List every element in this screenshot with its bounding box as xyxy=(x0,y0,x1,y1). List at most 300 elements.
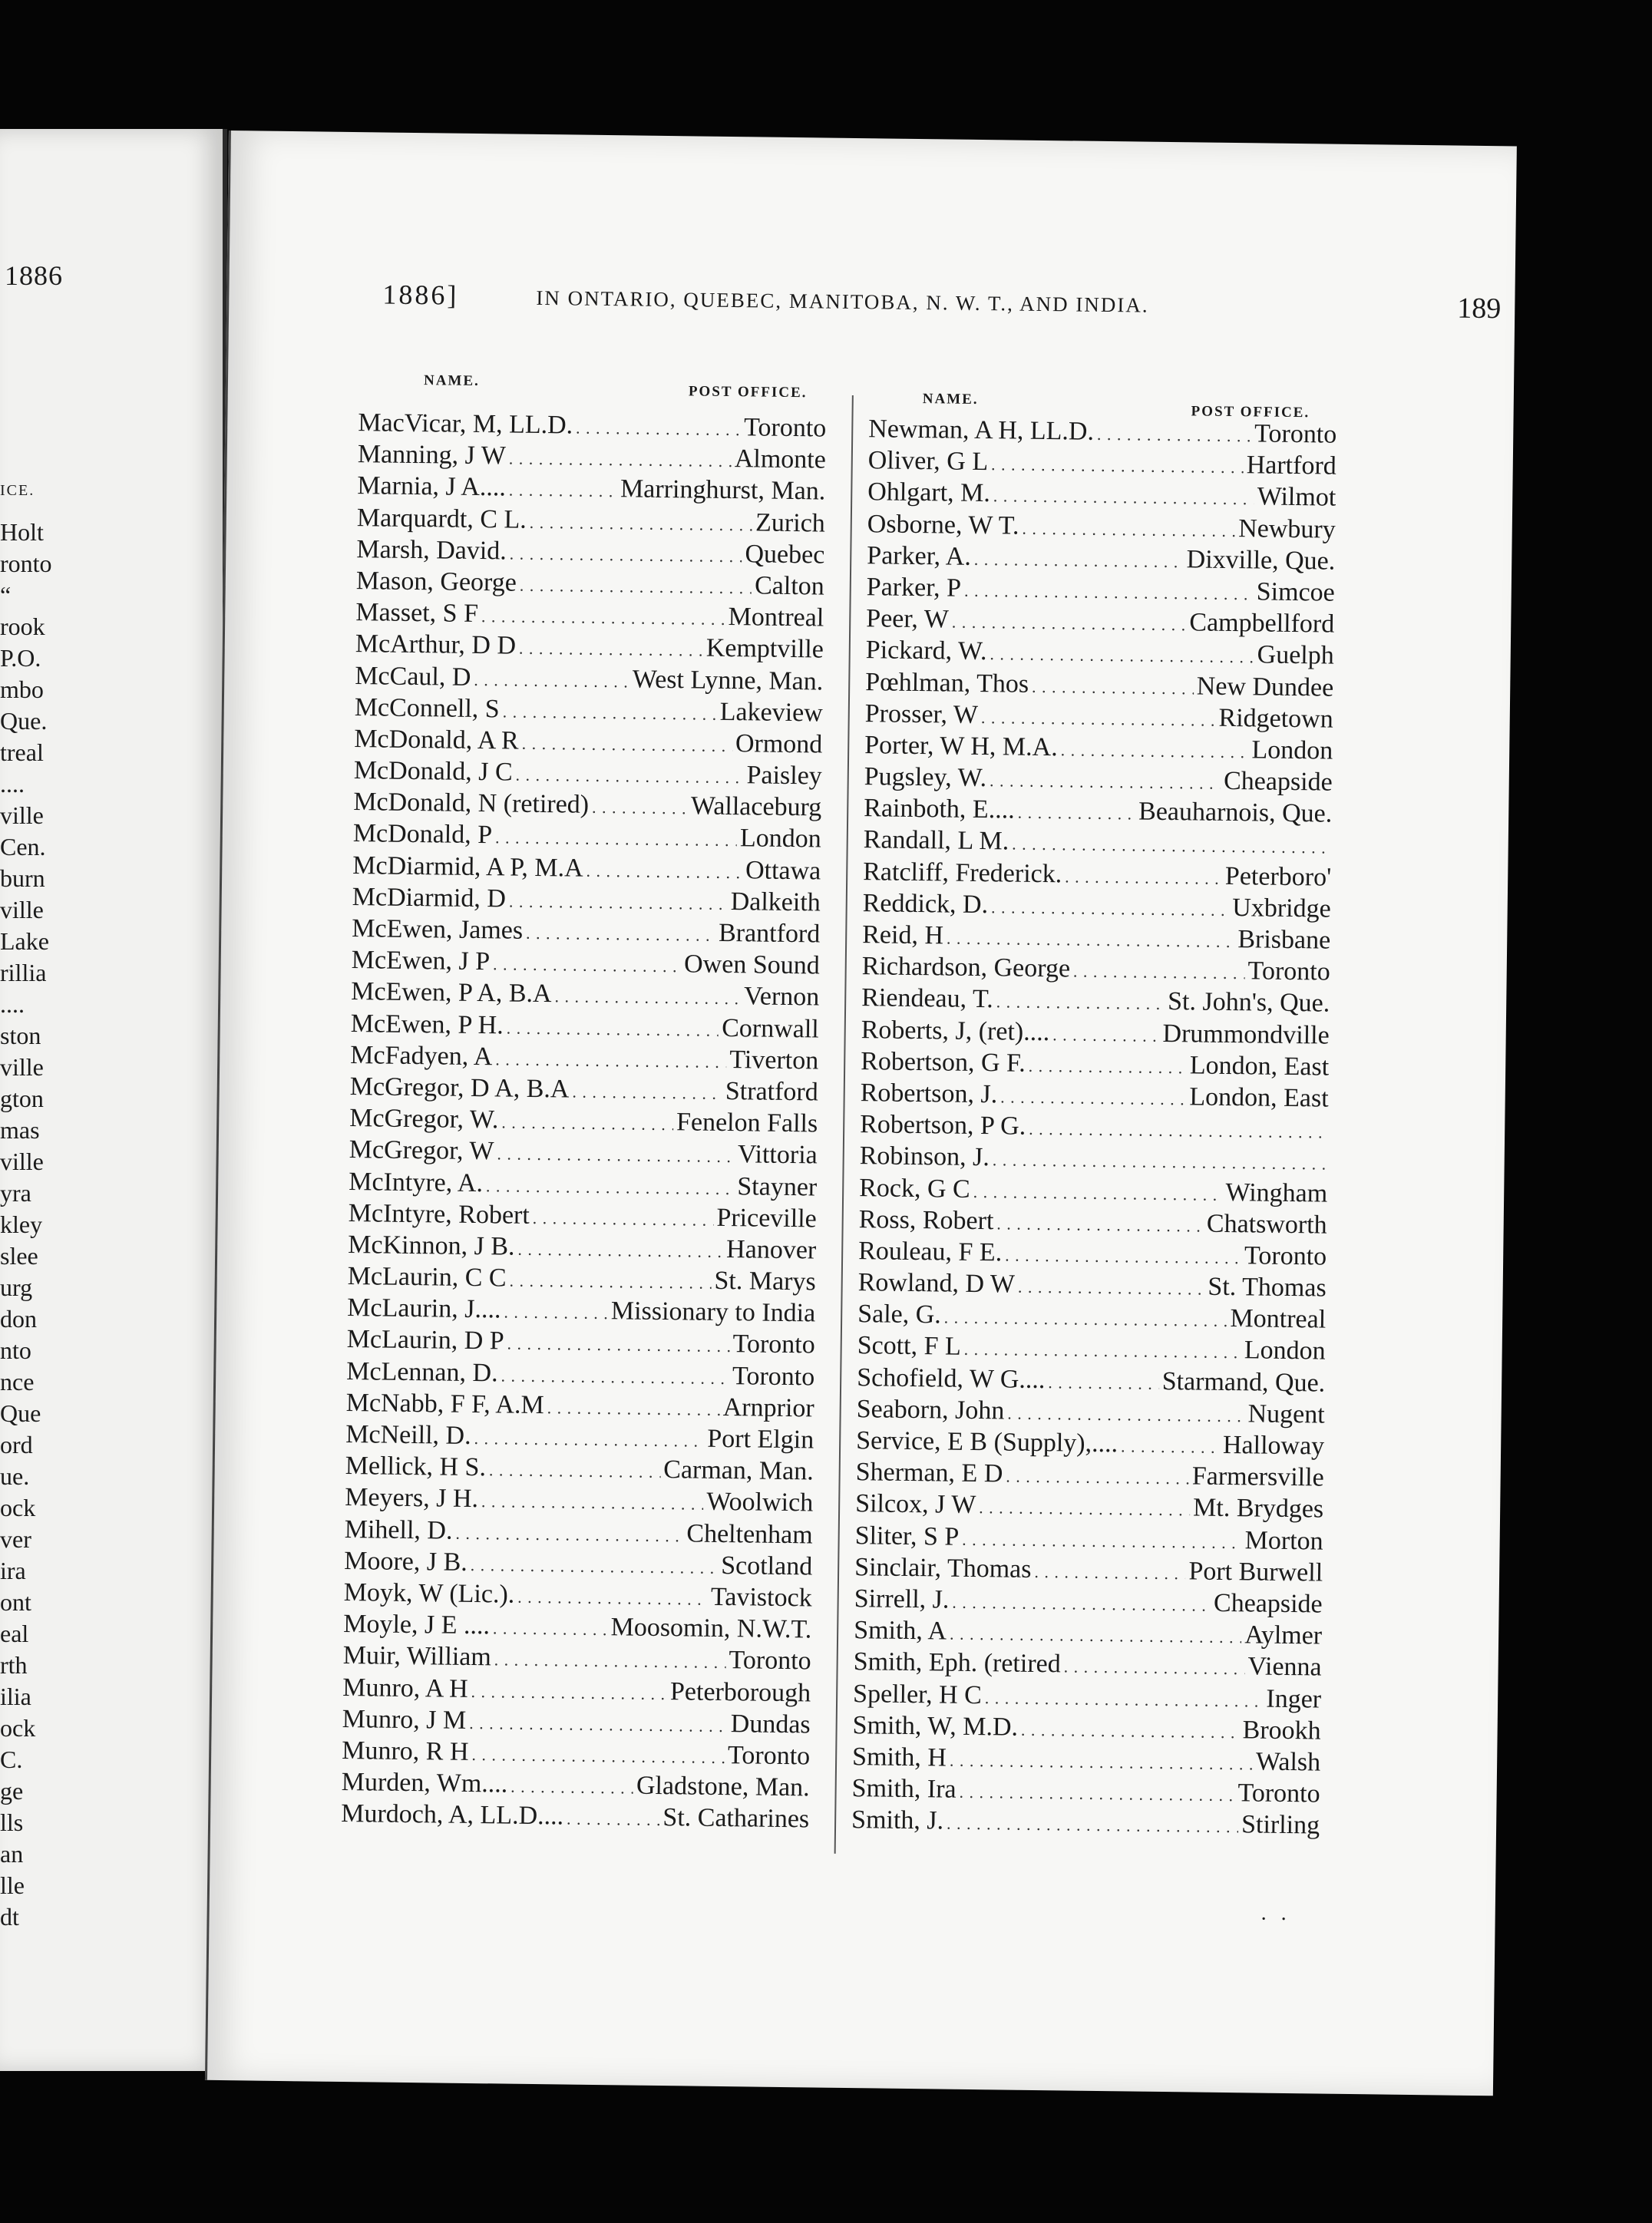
entry-post-office: Peterboro' xyxy=(1224,861,1332,892)
leader-dots xyxy=(1032,669,1194,701)
entry-name: Randall, L M. xyxy=(863,825,1009,856)
entry-name: MacVicar, M, LL.D. xyxy=(358,408,573,440)
leader-dots xyxy=(1007,1396,1245,1429)
entry-post-office: Scotland xyxy=(721,1551,813,1581)
leader-dots xyxy=(996,1207,1204,1238)
entry-post-office: Tiverton xyxy=(729,1045,819,1075)
entry-post-office: Vienna xyxy=(1247,1652,1322,1682)
entry-name: Marsh, David. xyxy=(356,534,507,566)
previous-page-fragment: “ xyxy=(0,581,12,609)
leader-dots xyxy=(993,480,1254,512)
previous-page-fragment: lle xyxy=(0,1871,25,1899)
previous-page-fragment: ge xyxy=(0,1777,24,1805)
entry-post-office: Montreal xyxy=(728,603,824,633)
previous-page-fragment: Holt xyxy=(0,518,44,546)
leader-dots xyxy=(1000,1080,1187,1112)
previous-page-column-heading: ICE. xyxy=(0,482,35,499)
entry-name: Sinclair, Thomas xyxy=(854,1552,1032,1584)
leader-dots xyxy=(586,854,742,884)
entry-post-office: Kemptville xyxy=(705,633,824,664)
leader-dots xyxy=(509,884,728,916)
entry-post-office: Chatsworth xyxy=(1206,1209,1327,1240)
entry-name: Pugsley, W. xyxy=(864,762,987,793)
entry-post-office: Toronto xyxy=(732,1361,815,1392)
entry-post-office: Lakeview xyxy=(719,697,824,728)
entry-name: Sherman, E D xyxy=(855,1458,1003,1488)
entry-name: McConnell, S xyxy=(354,692,500,724)
entry-post-office: Hanover xyxy=(725,1234,817,1265)
page-number: 189 xyxy=(1457,292,1502,325)
entry-name: Speller, H C xyxy=(852,1679,983,1709)
entry-post-office: Dixville, Que. xyxy=(1186,545,1336,576)
entry-name: McFadyen, A xyxy=(350,1040,493,1072)
leader-dots xyxy=(1018,1270,1205,1302)
previous-page-fragment: ira xyxy=(0,1557,26,1584)
leader-dots xyxy=(509,474,618,504)
entry-name: McDiarmid, D xyxy=(352,882,507,913)
entry-name: Smith, W, M.D. xyxy=(852,1710,1019,1742)
previous-page-fragment: nto xyxy=(0,1336,31,1364)
entry-name: McDiarmid, A P, M.A xyxy=(352,851,583,883)
leader-dots xyxy=(506,1011,719,1042)
leader-dots xyxy=(502,695,716,726)
entry-name: McGregor, W xyxy=(349,1135,494,1166)
entry-name: Sale, G. xyxy=(857,1300,942,1330)
leader-dots xyxy=(501,1106,673,1138)
leader-dots xyxy=(510,537,742,569)
entry-post-office: Aylmer xyxy=(1244,1620,1323,1650)
directory-page xyxy=(205,130,1517,2096)
leader-dots xyxy=(481,1485,704,1518)
previous-page-fragment: ont xyxy=(0,1588,31,1616)
entry-post-office: Inger xyxy=(1266,1684,1322,1714)
leader-dots xyxy=(567,1802,660,1832)
entry-post-office: St. John's, Que. xyxy=(1167,987,1330,1018)
entry-name: Robertson, G F. xyxy=(861,1046,1026,1078)
leader-dots xyxy=(1012,827,1329,860)
entry-post-office: Toronto xyxy=(732,1330,815,1359)
leader-dots xyxy=(507,1327,729,1359)
leader-dots xyxy=(1005,1238,1241,1270)
leader-dots xyxy=(509,442,732,474)
entry-name: Meyers, J H. xyxy=(345,1483,479,1514)
previous-page-fragment: treal xyxy=(0,738,44,766)
entry-name: McGregor, D A, B.A xyxy=(349,1072,570,1104)
previous-page-fragment: Lake xyxy=(0,927,49,955)
entry-name: McDonald, A R xyxy=(354,724,519,755)
entry-post-office: Farmersville xyxy=(1191,1462,1324,1492)
previous-page-fragment: dt xyxy=(0,1903,19,1931)
leader-dots xyxy=(519,632,703,663)
leader-dots xyxy=(495,1042,726,1075)
leader-dots xyxy=(950,1617,1242,1650)
leader-dots xyxy=(950,1744,1253,1777)
entry-post-office: Arnprior xyxy=(722,1392,814,1423)
entry-name: Mason, George xyxy=(355,566,517,597)
previous-page-fragment: lls xyxy=(0,1808,24,1836)
previous-page-fragment: slee xyxy=(0,1242,38,1270)
leader-dots xyxy=(1048,1366,1159,1396)
entry-name: Munro, J M xyxy=(342,1704,467,1735)
leader-dots xyxy=(952,1586,1211,1618)
entry-post-office: Gladstone, Man. xyxy=(636,1771,810,1802)
leader-dots xyxy=(509,1264,711,1296)
entry-post-office: Brisbane xyxy=(1237,925,1331,955)
entry-name: McDonald, N (retired) xyxy=(353,788,590,820)
entry-name: Sliter, S P xyxy=(854,1521,960,1551)
entry-post-office: Ormond xyxy=(735,728,823,759)
entry-post-office: Hartford xyxy=(1246,451,1336,481)
leader-dots xyxy=(497,1138,735,1170)
previous-page-fragment: ville xyxy=(0,1053,44,1081)
leader-dots xyxy=(985,1681,1264,1713)
entry-post-office: Almonte xyxy=(734,444,827,474)
entry-name: Masset, S F xyxy=(355,598,479,629)
previous-page-fragment: .... xyxy=(0,770,25,798)
entry-name: Marquardt, C L. xyxy=(356,503,527,534)
entry-name: Ratcliff, Frederick. xyxy=(863,857,1062,888)
entry-post-office: Uxbridge xyxy=(1232,893,1331,923)
entry-name: Scott, F L xyxy=(857,1331,962,1362)
entry-name: Murdoch, A, LL.D.... xyxy=(340,1799,564,1831)
previous-page-fragment: ue. xyxy=(0,1462,30,1490)
entry-name: McLaurin, C C xyxy=(347,1262,507,1293)
entry-post-office: Cheapside xyxy=(1213,1588,1323,1619)
entry-name: Rowland, D W xyxy=(857,1268,1016,1299)
entry-post-office: Toronto xyxy=(727,1740,811,1771)
entry-name: Peer, W xyxy=(866,604,950,634)
entry-name: Oliver, G L xyxy=(867,446,989,477)
leader-dots xyxy=(981,701,1216,733)
entry-post-office: Stratford xyxy=(725,1076,818,1107)
entry-post-office: Dundas xyxy=(730,1709,811,1739)
previous-page-fragment: rth xyxy=(0,1651,28,1679)
entry-post-office: Fenelon Falls xyxy=(676,1108,818,1138)
leader-dots xyxy=(494,1643,726,1676)
leader-dots xyxy=(547,1391,719,1422)
entry-name: Smith, Eph. (retired xyxy=(853,1647,1061,1679)
entry-post-office: Carman, Man. xyxy=(663,1455,814,1486)
entry-post-office: Wilmot xyxy=(1257,482,1336,513)
entry-post-office: St. Marys xyxy=(714,1266,816,1296)
leader-dots xyxy=(947,922,1235,955)
previous-page-fragment: mas xyxy=(0,1116,40,1144)
previous-page-fragment: C. xyxy=(0,1746,23,1773)
previous-page-fragment: burn xyxy=(0,864,45,892)
entry-name: McEwen, P H. xyxy=(350,1009,504,1040)
leader-dots xyxy=(517,1581,708,1612)
entry-name: Ohlgart, M. xyxy=(867,477,991,508)
header-title: IN ONTARIO, QUEBEC, MANITOBA, N. W. T., AND INDIA. xyxy=(536,286,1149,317)
entry-name: Moyle, J E .... xyxy=(343,1610,491,1640)
entry-post-office: Paisley xyxy=(746,761,823,791)
leader-dots xyxy=(471,1738,725,1770)
entry-post-office: St. Catharines xyxy=(662,1803,810,1834)
leader-dots xyxy=(1021,1713,1240,1744)
entry-name: Robertson, J. xyxy=(860,1078,998,1109)
previous-page-fragment: ock xyxy=(0,1494,36,1521)
leader-dots xyxy=(1029,1112,1325,1145)
entry-name: Moyk, W (Lic.). xyxy=(343,1577,515,1609)
entry-post-office: Port Burwell xyxy=(1188,1557,1323,1587)
previous-page-fragment: .... xyxy=(0,990,25,1018)
entry-post-office: London xyxy=(1251,735,1333,765)
entry-post-office: Zurich xyxy=(755,507,826,538)
previous-page-fragment: eal xyxy=(0,1620,29,1647)
leader-dots xyxy=(1121,1429,1220,1460)
entry-name: Riendeau, T. xyxy=(861,983,994,1014)
entry-name: Pickard, W. xyxy=(865,636,987,666)
entry-name: Parker, A. xyxy=(867,540,972,571)
entry-name: McLennan, D. xyxy=(346,1356,498,1388)
leader-dots xyxy=(962,1522,1242,1554)
leader-dots xyxy=(964,1333,1242,1365)
entry-name: Ross, Robert xyxy=(858,1204,994,1235)
entry-post-office: Brookh xyxy=(1242,1715,1321,1746)
entry-name: Marnia, J A.... xyxy=(357,471,507,502)
leader-dots xyxy=(469,1706,728,1739)
entry-post-office: Moosomin, N.W.T. xyxy=(610,1613,812,1644)
entry-name: Rock, G C xyxy=(859,1173,970,1204)
right-column-entries xyxy=(851,415,1337,1843)
entry-post-office: Marringhurst, Man. xyxy=(620,474,826,506)
name-heading-right: NAME. xyxy=(922,391,979,408)
entry-name: Munro, A H xyxy=(342,1673,468,1703)
entry-name: McDonald, J C xyxy=(353,756,513,787)
entry-post-office: Missionary to India xyxy=(610,1296,816,1328)
previous-page-fragment: ilia xyxy=(0,1683,31,1710)
leader-dots xyxy=(489,1453,661,1485)
previous-page-fragment: kley xyxy=(0,1211,43,1238)
previous-page-fragment: don xyxy=(0,1305,37,1333)
entry-post-office: West Lynne, Man. xyxy=(632,664,824,696)
entry-name: Silcox, J W xyxy=(854,1489,976,1520)
entry-name: Muir, William xyxy=(342,1641,492,1672)
previous-page-fragment: ronto xyxy=(0,550,52,577)
previous-page-fragment: ville xyxy=(0,801,44,829)
entry-post-office: Toronto xyxy=(1244,1241,1327,1271)
entry-post-office: Woolwich xyxy=(706,1488,814,1518)
leader-dots xyxy=(1022,511,1235,543)
leader-dots xyxy=(471,1675,667,1706)
entry-post-office: Port Elgin xyxy=(707,1424,814,1455)
leader-dots xyxy=(592,791,688,821)
entry-name: Robinson, J. xyxy=(859,1141,990,1172)
leader-dots xyxy=(474,662,629,693)
entry-post-office: Brantford xyxy=(718,918,821,949)
entry-name: Smith, Ira xyxy=(851,1774,957,1804)
entry-post-office: Ridgetown xyxy=(1218,703,1333,734)
entry-post-office: Cornwall xyxy=(721,1013,819,1044)
entry-post-office: Vernon xyxy=(743,982,820,1012)
leader-dots xyxy=(493,947,681,979)
entry-name: McEwen, J P xyxy=(351,946,491,976)
leader-dots xyxy=(481,600,725,632)
entry-post-office: St. Thomas xyxy=(1208,1272,1327,1303)
entry-post-office: Cheltenham xyxy=(686,1518,813,1549)
entry-post-office: Tavistock xyxy=(710,1582,812,1613)
entry-post-office: Quebec xyxy=(745,540,825,570)
name-heading-left: NAME. xyxy=(423,372,480,390)
entry-post-office: Owen Sound xyxy=(683,950,820,980)
entry-post-office: Priceville xyxy=(716,1203,817,1234)
leader-dots xyxy=(455,1516,683,1548)
entry-name: Smith, A xyxy=(853,1616,947,1646)
entry-post-office: Wingham xyxy=(1225,1178,1328,1208)
entry-name: McLaurin, D P xyxy=(346,1325,504,1356)
entry-name: McIntyre, A. xyxy=(349,1167,484,1197)
leader-dots xyxy=(993,1144,1325,1177)
entry-name: McCaul, D xyxy=(355,661,471,692)
entry-name: Newman, A H, LL.D. xyxy=(868,415,1095,446)
previous-page-fragment: nce xyxy=(0,1368,35,1396)
entry-post-office: Toronto xyxy=(1237,1779,1320,1808)
previous-page-fragment: Que. xyxy=(0,707,48,735)
previous-page-fragment: ock xyxy=(0,1714,36,1742)
entry-post-office: Campbellford xyxy=(1189,608,1335,639)
entry-post-office: Guelph xyxy=(1257,640,1334,670)
leader-dots xyxy=(474,1422,704,1454)
entry-name: Parker, P xyxy=(866,573,962,603)
previous-page-fragment: P.O. xyxy=(0,644,41,672)
post-office-heading-right: POST OFFICE. xyxy=(1191,403,1310,421)
leader-dots xyxy=(515,758,743,791)
leader-dots xyxy=(990,637,1254,669)
left-column-entries xyxy=(341,408,827,1837)
entry-name: Manning, J W xyxy=(357,440,507,471)
leader-dots xyxy=(1029,1049,1188,1081)
previous-page-fragment: ord xyxy=(0,1431,33,1458)
leader-dots xyxy=(572,1075,722,1105)
previous-page-fragment: mbo xyxy=(0,675,44,703)
entry-post-office: Calton xyxy=(754,571,825,601)
entry-name: Mihell, D. xyxy=(344,1514,453,1545)
entry-post-office: London, East xyxy=(1189,1051,1330,1082)
previous-page-fragment: Cen. xyxy=(0,833,46,860)
entry-name: Smith, J. xyxy=(851,1805,944,1835)
entry-name: McGregor, W. xyxy=(349,1104,499,1135)
header-year: 1886] xyxy=(382,279,459,311)
leader-dots xyxy=(504,1296,608,1326)
leader-dots xyxy=(521,727,732,758)
entry-name: Robertson, P G. xyxy=(860,1110,1026,1141)
leader-dots xyxy=(1060,733,1248,765)
leader-dots xyxy=(991,890,1230,923)
leader-dots xyxy=(495,821,737,854)
entry-name: Service, E B (Supply),.... xyxy=(855,1426,1118,1458)
entry-name: McIntyre, Robert xyxy=(348,1198,530,1230)
leader-dots xyxy=(944,1301,1227,1334)
entry-name: McLaurin, J.... xyxy=(347,1293,501,1324)
entry-name: Rainboth, E.... xyxy=(864,794,1015,824)
leader-dots xyxy=(964,574,1254,607)
entry-post-office: Toronto xyxy=(743,413,827,443)
leader-dots xyxy=(520,569,752,601)
entry-name: Seaborn, John xyxy=(856,1394,1005,1425)
previous-page-fragment: ver xyxy=(0,1525,31,1553)
entry-post-office: Toronto xyxy=(729,1646,811,1676)
directory-entry xyxy=(851,1805,1320,1843)
entry-post-office: London xyxy=(1244,1336,1326,1366)
entry-post-office: Toronto xyxy=(1247,956,1330,986)
entry-name: Osborne, W T. xyxy=(867,509,1019,540)
entry-post-office: Toronto xyxy=(1254,419,1337,449)
entry-name: Mellick, H S. xyxy=(345,1452,487,1482)
leader-dots xyxy=(1097,418,1252,448)
entry-post-office: Starmand, Que. xyxy=(1161,1366,1326,1398)
entry-post-office: Peterborough xyxy=(669,1676,811,1707)
entry-post-office: Stirling xyxy=(1241,1810,1320,1840)
post-office-heading-left: POST OFFICE. xyxy=(688,383,808,401)
previous-page-fragment: yra xyxy=(0,1179,31,1207)
entry-name: Munro, R H xyxy=(342,1736,469,1766)
previous-page xyxy=(0,129,227,2071)
entry-name: McNeill, D. xyxy=(345,1419,471,1450)
entry-post-office: Nugent xyxy=(1247,1399,1325,1429)
entry-name: Reid, H xyxy=(862,920,944,950)
leader-dots xyxy=(510,1770,633,1801)
bottom-marks: . . xyxy=(1260,1901,1291,1926)
running-header xyxy=(382,278,1502,337)
column-divider xyxy=(834,395,854,1854)
leader-dots xyxy=(554,980,741,1012)
entry-post-office: New Dundee xyxy=(1196,671,1334,702)
leader-dots xyxy=(576,411,741,443)
previous-page-fragment: ston xyxy=(0,1022,41,1049)
entry-post-office: Ottawa xyxy=(745,855,821,886)
leader-dots xyxy=(1006,1460,1189,1491)
previous-page-fragment: an xyxy=(0,1840,24,1868)
leader-dots xyxy=(530,505,753,537)
leader-dots xyxy=(526,917,715,948)
leader-dots xyxy=(990,764,1221,796)
leader-dots xyxy=(1017,796,1135,827)
leader-dots xyxy=(979,1491,1190,1522)
entry-post-office: London, East xyxy=(1189,1082,1329,1113)
entry-name: Reddick, D. xyxy=(862,888,989,919)
previous-page-fragment: ville xyxy=(0,896,44,923)
entry-name: Schofield, W G.... xyxy=(856,1363,1046,1394)
entry-post-office: Newbury xyxy=(1238,514,1336,544)
entry-name: Smith, H xyxy=(851,1742,947,1772)
previous-page-fragment: urg xyxy=(0,1273,33,1301)
entry-post-office: Drummondville xyxy=(1162,1019,1330,1050)
entry-post-office: Stayner xyxy=(737,1171,818,1201)
entry-name: McArthur, D D xyxy=(355,629,517,660)
entry-name: Richardson, George xyxy=(861,952,1071,983)
leader-dots xyxy=(973,1174,1222,1207)
previous-page-fragment: Que xyxy=(0,1399,41,1427)
leader-dots xyxy=(1073,955,1245,986)
leader-dots xyxy=(1063,1650,1244,1682)
entry-name: McEwen, James xyxy=(352,914,524,945)
leader-dots xyxy=(947,1807,1238,1840)
leader-dots xyxy=(501,1359,729,1391)
directory-entry xyxy=(341,1799,809,1837)
entry-post-office: Beauharnois, Que. xyxy=(1138,797,1333,828)
leader-dots xyxy=(991,448,1244,480)
leader-dots xyxy=(517,1233,723,1264)
entry-name: Moore, J B. xyxy=(344,1546,468,1577)
entry-post-office: Vittoria xyxy=(737,1140,818,1170)
entry-post-office: Mt. Brydges xyxy=(1192,1493,1324,1524)
leader-dots xyxy=(959,1775,1234,1808)
leader-dots xyxy=(952,606,1187,638)
previous-page-year: 1886 xyxy=(5,260,63,291)
entry-post-office: Wallaceburg xyxy=(690,791,822,822)
previous-page-fragment: rillia xyxy=(0,959,47,986)
entry-name: Porter, W H, M.A. xyxy=(864,731,1058,762)
